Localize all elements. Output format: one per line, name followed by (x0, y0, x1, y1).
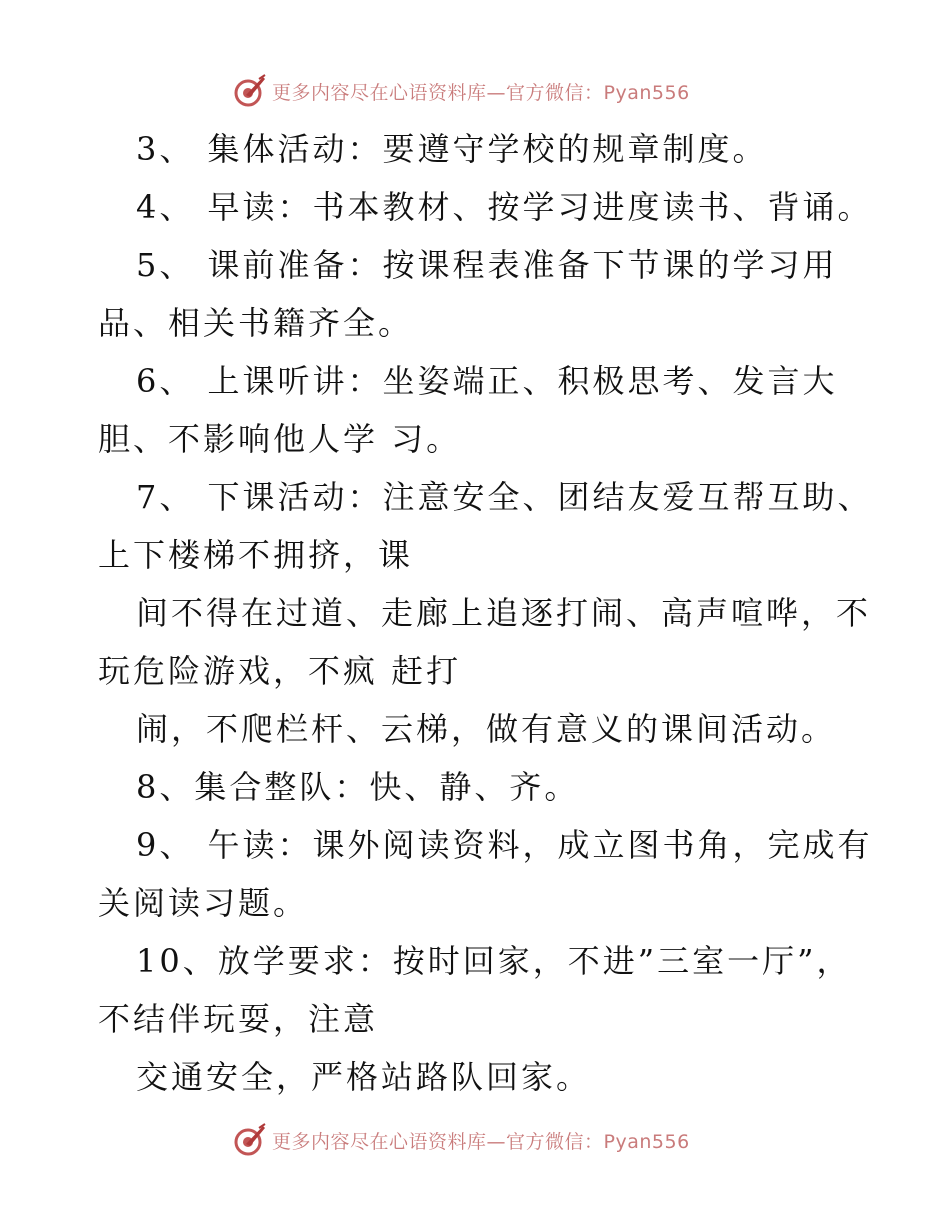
watermark-text: 更多内容尽在心语资料库—官方微信：Pyan556 (272, 81, 690, 104)
text-line: 交通安全，严格站路队回家。 (136, 1058, 592, 1096)
text-line: 品、相关书籍齐全。 (98, 304, 414, 342)
watermark-text: 更多内容尽在心语资料库—官方微信：Pyan556 (272, 1130, 690, 1153)
text-line: 间不得在过道、走廊上追逐打闹、高声喧哗，不 (136, 594, 872, 632)
text-line: 3、 集体活动：要遵守学校的规章制度。 (136, 130, 768, 168)
text-line: 7、 下课活动：注意安全、团结友爱互帮互助、 (136, 478, 873, 516)
text-line: 关阅读习题。 (98, 884, 309, 922)
text-line: 9、 午读：课外阅读资料，成立图书角，完成有 (136, 826, 873, 864)
text-line: 上下楼梯不拥挤，课 (98, 536, 414, 574)
text-line: 玩危险游戏，不疯 赶打 (98, 652, 462, 690)
header-watermark (232, 71, 690, 111)
quill-logo-icon (232, 1122, 268, 1158)
text-line: 胆、不影响他人学 习。 (98, 420, 462, 458)
quill-logo-icon (232, 73, 268, 109)
document-body (98, 120, 873, 1106)
text-line: 闹，不爬栏杆、云梯，做有意义的课间活动。 (136, 710, 837, 748)
text-line: 6、 上课听讲：坐姿端正、积极思考、发言大 (136, 362, 838, 400)
text-line: 5、 课前准备：按课程表准备下节课的学习用 (136, 246, 838, 284)
text-line: 不结伴玩耍，注意 (98, 1000, 379, 1038)
text-line: 8、集合整队：快、静、齐。 (136, 768, 580, 806)
footer-watermark (232, 1120, 690, 1160)
text-line: 4、 早读：书本教材、按学习进度读书、背诵。 (136, 188, 873, 226)
text-line: 10、放学要求：按时回家，不进”三室一厅”， (136, 942, 852, 980)
